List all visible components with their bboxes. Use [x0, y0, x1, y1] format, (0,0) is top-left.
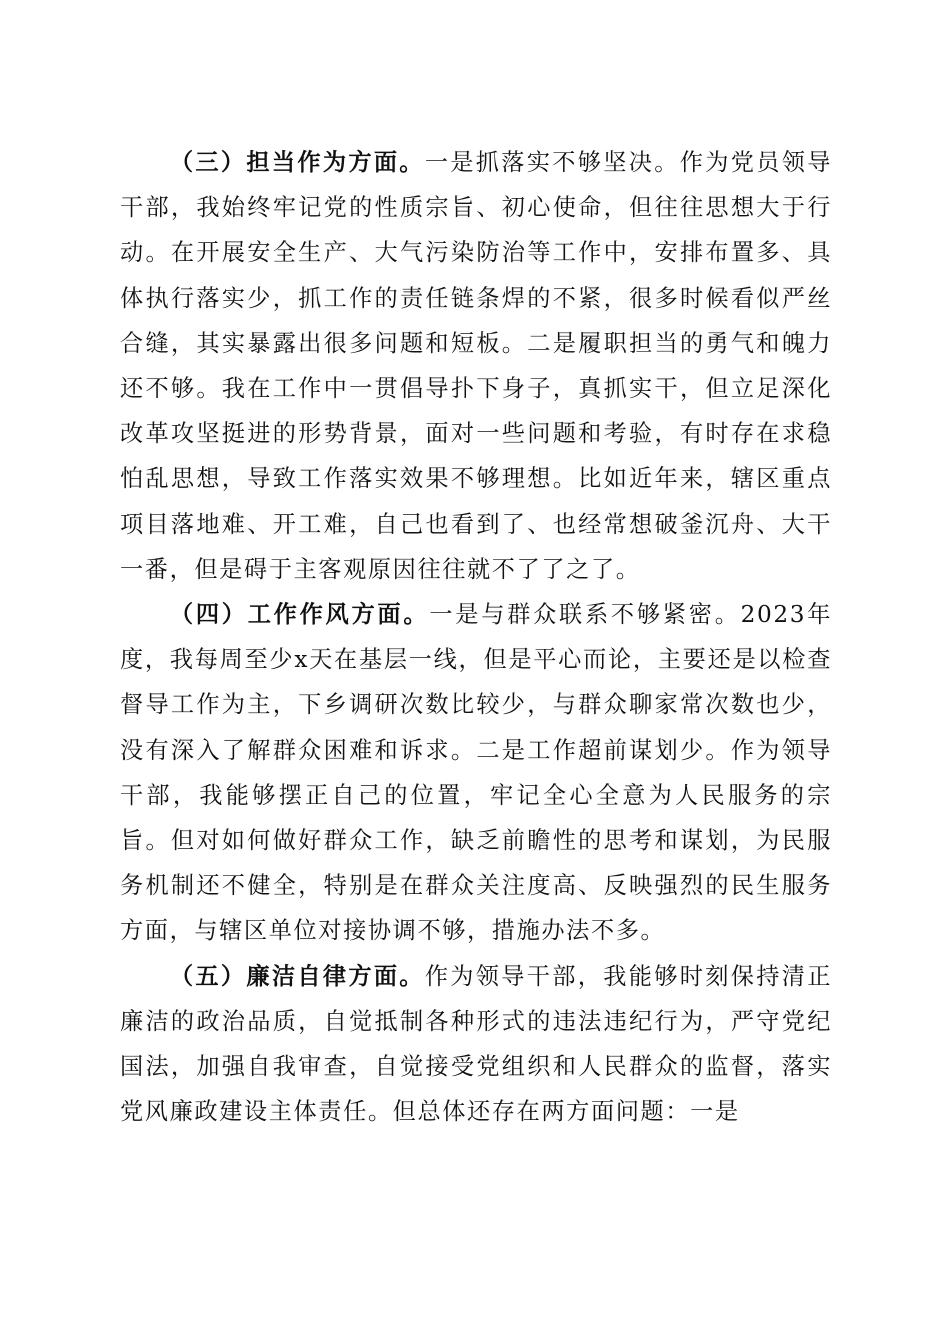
- section-heading-responsibility: （三）担当作为方面。: [169, 149, 425, 176]
- paragraph-work-style: [120, 592, 832, 954]
- section-body-responsibility: 一是抓落实不够坚决。作为党员领导干部，我始终牢记党的性质宗旨、初心使命，但往往思想大于行动。在开展安全生产、大气污染防治等工作中，安排布置多、具体执行落实少，抓工作的责任链条焊的不紧，很多时候看似严丝合缝，其实暴露出很多问题和短板。二是履职担当的勇气和魄力还不够。我在工作中一贯倡导扑下身子，真抓实干，但立足深化改革攻坚挺进的形势背景，面对一些问题和考验，有时存在求稳怕乱思想，导致工作落实效果不够理想。比如近年来，辖区重点项目落地难、开工难，自己也看到了、也经常想破釜沉舟、大干一番，但是碍于主客观原因往往就不了了之了。: [120, 149, 832, 583]
- document-body: [120, 140, 832, 1134]
- section-heading-work-style: （四）工作作风方面。: [169, 601, 430, 629]
- section-body-work-style: 一是与群众联系不够紧密。2023年度，我每周至少x天在基层一线，但是平心而论，主要还是以检查督导工作为主，下乡调研次数比较少，与群众聊家常次数也少，没有深入了解群众困难和诉求。二是工作超前谋划少。作为领导干部，我能够摆正自己的位置，牢记全心全意为人民服务的宗旨。但对如何做好群众工作，缺乏前瞻性的思考和谋划，为民服务机制还不健全，特别是在群众关注度高、反映强烈的民生服务方面，与辖区单位对接协调不够，措施办法不多。: [120, 601, 832, 945]
- paragraph-responsibility: [120, 140, 832, 592]
- section-heading-integrity: （五）廉洁自律方面。: [169, 962, 425, 990]
- section-body-integrity: 作为领导干部，我能够时刻保持清正廉洁的政治品质，自觉抵制各种形式的违法违纪行为，严守党纪国法，加强自我审查，自觉接受党组织和人民群众的监督，落实党风廉政建设主体责任。但总体还存在两方面问题：一是: [120, 962, 832, 1126]
- paragraph-integrity: [120, 954, 832, 1135]
